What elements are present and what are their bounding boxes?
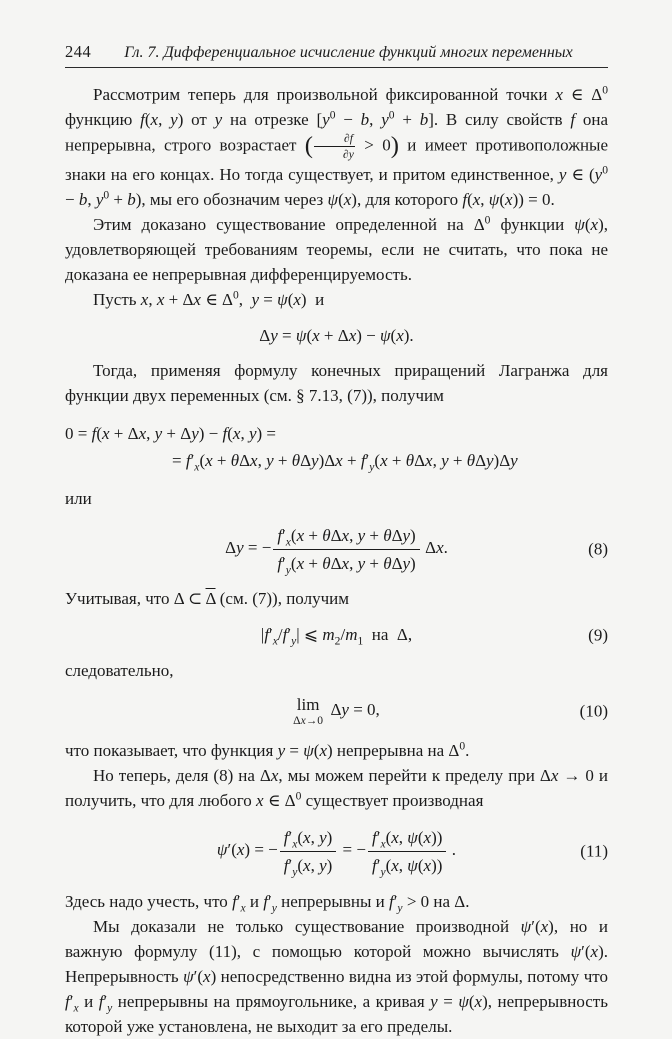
paragraph-11: Мы доказали не только существование производной ψ′(x), но и важную формулу (11), с помощью которой можно вычислять ψ′(x). Непрерывность ψ′(x) непосредственно видна из этой формулы, потому что $f'_x$ и $f'_y$ непрерывны на прямоугольнике, а кривая y = ψ(x), непрерывность которой уже установлена, не выходит за его пределы. [65, 916, 608, 1036]
paragraph-6: Учитывая, что Δ ⊂ $\overline{\Delta}$ (см. (7)), получим [65, 589, 349, 609]
equation-9-number: (9) [588, 625, 608, 645]
page-body [65, 82, 608, 1039]
paragraph-4: Тогда, применяя формулу конечных приращений Лагранжа для функции двух переменных (см. § 7.13, (7)), получим [65, 360, 608, 405]
paragraph-or: или [65, 488, 92, 508]
paragraph-8: что показывает, что функция y = ψ(x) непрерывна на $\Delta^0$. [65, 739, 470, 761]
paragraph-7: следовательно, [65, 660, 174, 680]
equation-9-body: $|f'_x/f'_y|$ ⩽ $m_2/m_1$ на Δ, [260, 625, 413, 648]
equation-lagrange-line1: 0 = f(x + Δx, y + Δy) − f(x, y) = [65, 423, 276, 443]
equation-11-body: ψ′(x) = − $\frac{f'_x(x, y)}{f'_y(x, y)}$ = − $\frac{f'_x(x, \psi(x))}{f'_y(x, \psi(x))}$ . [216, 828, 457, 879]
paragraph-10: Здесь надо учесть, что $f'_x$ и $f'_y$ непрерывны и $f'_y > 0$ на Δ. [65, 891, 470, 915]
running-header [65, 42, 608, 68]
equation-10 [65, 696, 608, 727]
equation-delta-y-body: Δy = ψ(x + Δx) − ψ(x). [259, 325, 414, 345]
paragraph-3: Пусть x, x + Δx ∈ $\Delta^0$, y = ψ(x) и [93, 287, 325, 309]
equation-11-number: (11) [580, 841, 608, 861]
paragraph-1: Рассмотрим теперь для произвольной фиксированной точки x ∈ $\Delta^0$ функцию f(x, y) от y на отрезке [$y^0 - b$, $y^0 + b$]. В силу свойств f она непрерывна, строго возрастает ( $\frac{\partial f}{\partial y}$ > 0) и имеет противоположные знаки на его концах. Но тогда существует, и притом единственное, y ∈ ($y^0 - b$, $y^0 + b$), мы его обозначим через ψ(x), для которого f(x, ψ(x)) = 0. [65, 83, 609, 209]
equation-lagrange [65, 420, 608, 474]
paragraph-9: Но теперь, деля (8) на Δx, мы можем перейти к пределу при Δx → 0 и получить, что для любого x ∈ $\Delta^0$ существует производная [65, 766, 608, 811]
equation-8 [65, 524, 608, 575]
chapter-title: Гл. 7. Дифференциальное исчисление функций многих переменных [124, 44, 573, 61]
equation-lagrange-line2: = $f'_x(x + \theta\Delta x$, $y + \theta\Delta y)\Delta x + f'_y(x + \theta\Delta x$, y + θΔy)Δy [172, 450, 518, 474]
paragraph-2: Этим доказано существование определенной на $\Delta^0$ функции ψ(x), удовлетворяющей требованиям теоремы, если не считать, что пока не доказана ее непрерывная дифференцируемость. [65, 212, 608, 284]
equation-delta-y [65, 325, 608, 346]
equation-11 [65, 826, 608, 877]
page-number: 244 [65, 42, 92, 61]
equation-10-number: (10) [579, 701, 608, 721]
equation-9 [65, 624, 608, 648]
equation-10-body: lim Δx→0 Δy = 0, [293, 694, 380, 727]
equation-8-number: (8) [588, 539, 608, 559]
equation-8-body: Δy = − $\frac{f'_x(x + \theta\Delta x, y + \theta\Delta y)}{f'_y(x + \theta\Delta x, y + \theta\Delta y)}$ Δx. [225, 525, 448, 577]
